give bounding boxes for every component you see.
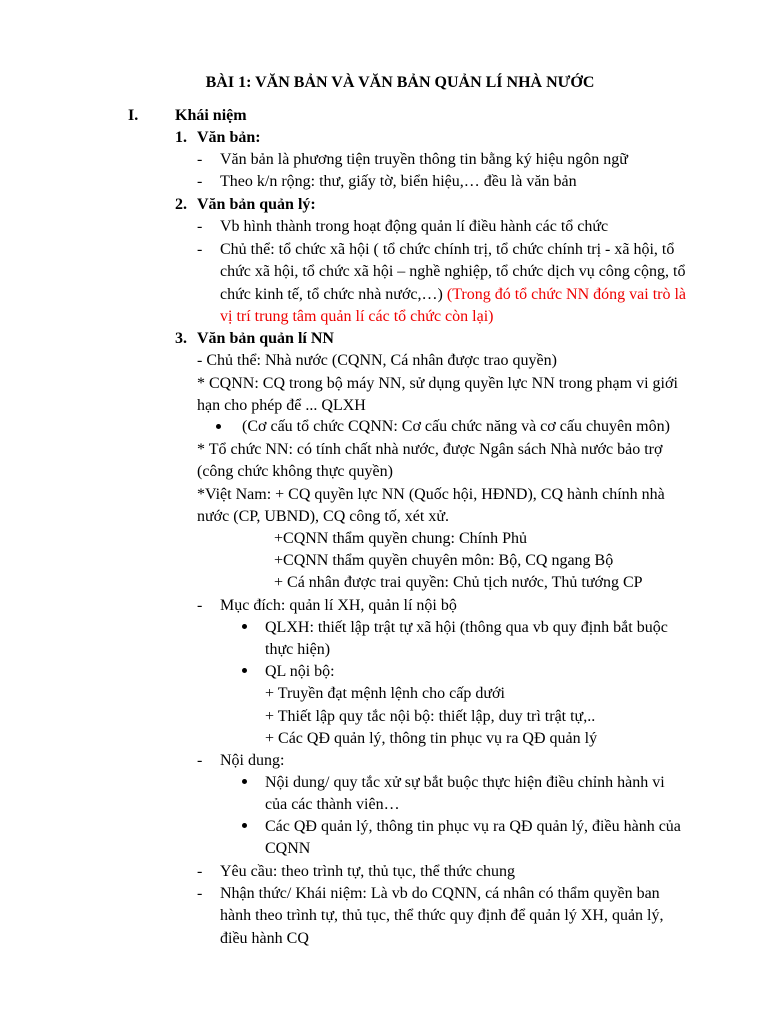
paragraph-line: + Cá nhân được trai quyền: Chủ tịch nước, Thủ tướng CP	[274, 574, 643, 591]
dash: -	[197, 752, 203, 769]
list-item: hành theo trình tự, thủ tục, thể thức quy định để quản lý XH, quản lý,	[220, 907, 664, 924]
list-item: Mục đích: quản lí XH, quản lí nội bộ	[220, 597, 457, 614]
document-title: BÀI 1: VĂN BẢN VÀ VĂN BẢN QUẢN LÍ NHÀ NƯỚC	[205, 74, 595, 91]
list-item: QLXH: thiết lập trật tự xã hội (thông qua vb quy định bắt buộc	[265, 619, 668, 636]
list-item: Theo k/n rộng: thư, giấy tờ, biển hiệu,… đều là văn bản	[220, 173, 577, 190]
list-item: + Các QĐ quản lý, thông tin phục vụ ra QĐ quản lý	[265, 730, 598, 747]
list-item: Vb hình thành trong hoạt động quản lí điều hành các tổ chức	[220, 218, 609, 235]
paragraph-line: *Việt Nam: + CQ quyền lực NN (Quốc hội, HĐND), CQ hành chính nhà	[197, 486, 665, 503]
paragraph-line: - Chủ thể: Nhà nước (CQNN, Cá nhân được trao quyền)	[197, 352, 557, 369]
bullet-dot-icon	[242, 624, 247, 629]
highlighted-note: vị trí trung tâm quản lí các tổ chức còn lại)	[220, 308, 494, 325]
list-item: của các thành viên…	[265, 796, 400, 813]
section-marker: I.	[128, 107, 139, 124]
list-item: Chủ thể: tổ chức xã hội ( tổ chức chính trị, tổ chức chính trị - xã hội, tổ	[220, 241, 675, 258]
text-span: chức kinh tế, tổ chức nhà nước,…)	[220, 286, 443, 303]
item-heading: Văn bản quản lý:	[197, 196, 316, 213]
item-marker: 2.	[175, 196, 187, 213]
paragraph-line: +CQNN thẩm quyền chung: Chính Phủ	[274, 530, 528, 547]
item-heading: Văn bản:	[197, 129, 261, 146]
dash: -	[197, 863, 203, 880]
item-marker: 1.	[175, 129, 187, 146]
bullet-dot-icon	[242, 823, 247, 828]
list-item: Nội dung/ quy tắc xử sự bắt buộc thực hiện điều chỉnh hành vi	[265, 774, 665, 791]
item-heading: Văn bản quản lí NN	[197, 330, 334, 347]
bullet-dot-icon	[242, 779, 247, 784]
list-item: Yêu cầu: theo trình tự, thủ tục, thể thức chung	[220, 863, 516, 880]
list-item: thực hiện)	[265, 641, 331, 658]
list-item: + Truyền đạt mệnh lệnh cho cấp dưới	[265, 685, 505, 702]
paragraph-line: hạn cho phép để ... QLXH	[197, 397, 366, 414]
dash: -	[197, 151, 203, 168]
paragraph-line: (Cơ cấu tổ chức CQNN: Cơ cấu chức năng và cơ cấu chuyên môn)	[242, 418, 670, 435]
list-item: Văn bản là phương tiện truyền thông tin bằng ký hiệu ngôn ngữ	[220, 151, 628, 168]
list-item: QL nội bộ:	[265, 663, 335, 680]
paragraph-line: * CQNN: CQ trong bộ máy NN, sử dụng quyền lực NN trong phạm vi giới	[197, 375, 678, 392]
list-item	[220, 284, 686, 306]
list-item: điều hành CQ	[220, 930, 309, 947]
dash: -	[197, 218, 203, 235]
dash: -	[197, 173, 203, 190]
paragraph-line: (công chức không thực quyền)	[197, 463, 393, 480]
paragraph-line: +CQNN thẩm quyền chuyên môn: Bộ, CQ ngang Bộ	[274, 552, 614, 569]
list-item: Các QĐ quản lý, thông tin phục vụ ra QĐ quản lý, điều hành của	[265, 818, 681, 835]
list-item: CQNN	[265, 840, 311, 857]
paragraph-line: * Tổ chức NN: có tính chất nhà nước, được Ngân sách Nhà nước bảo trợ	[197, 441, 663, 458]
dash: -	[197, 597, 203, 614]
list-item: chức xã hội, tổ chức xã hội – nghề nghiệp, tổ chức dịch vụ công cộng, tổ	[220, 263, 686, 280]
paragraph-line: nước (CP, UBND), CQ công tố, xét xử.	[197, 508, 450, 525]
list-item: + Thiết lập quy tắc nội bộ: thiết lập, duy trì trật tự,..	[265, 708, 596, 725]
highlighted-note: (Trong đó tổ chức NN đóng vai trò là	[446, 286, 687, 303]
dash: -	[197, 885, 203, 902]
list-item: Nội dung:	[220, 752, 285, 769]
bullet-dot-icon	[216, 424, 221, 429]
list-item: Nhận thức/ Khái niệm: Là vb do CQNN, cá nhân có thẩm quyền ban	[220, 885, 660, 902]
item-marker: 3.	[175, 330, 187, 347]
section-heading: Khái niệm	[175, 107, 247, 124]
dash: -	[197, 241, 203, 258]
bullet-dot-icon	[242, 668, 247, 673]
